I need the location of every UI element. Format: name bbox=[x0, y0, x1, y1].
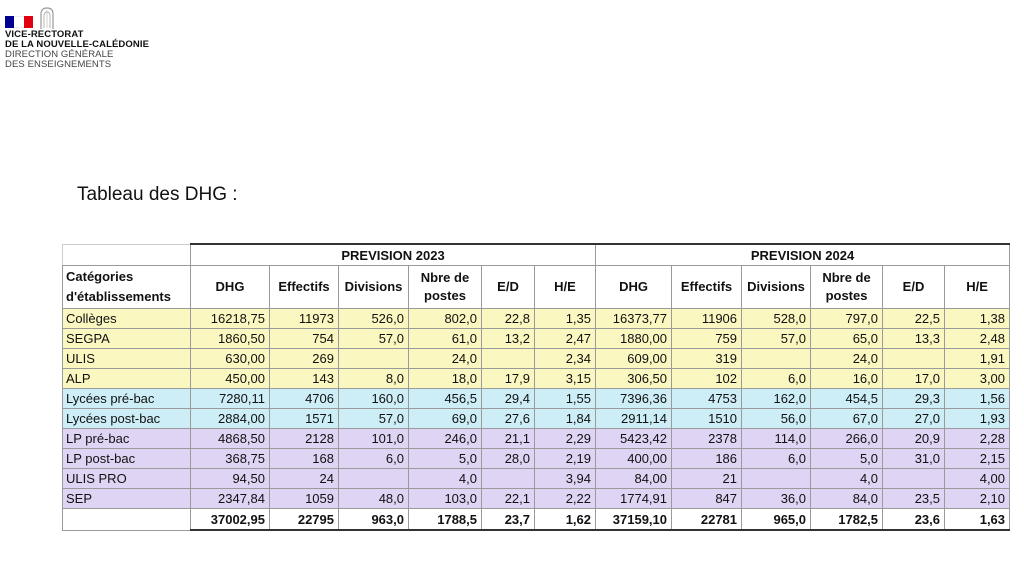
cell-effectifs-2023: 11973 bbox=[270, 309, 339, 329]
col-label-line2: postes bbox=[825, 288, 868, 303]
cell-dhg-2023: 2347,84 bbox=[191, 489, 270, 509]
cell-effectifs-2024: 21 bbox=[672, 469, 742, 489]
cell-divisions-2024: 162,0 bbox=[742, 389, 811, 409]
total-postes-2024: 1782,5 bbox=[811, 509, 883, 531]
table-row bbox=[63, 449, 1010, 469]
cell-he-2023: 2,22 bbox=[535, 489, 596, 509]
cell-he-2024: 3,00 bbox=[945, 369, 1010, 389]
col-postes-2023 bbox=[409, 266, 482, 309]
col-divisions-2023 bbox=[339, 266, 409, 309]
cell-dhg-2023: 368,75 bbox=[191, 449, 270, 469]
cell-dhg-2023: 2884,00 bbox=[191, 409, 270, 429]
cell-dhg-2023: 4868,50 bbox=[191, 429, 270, 449]
col-he-2024 bbox=[945, 266, 1010, 309]
cell-postes-2023: 4,0 bbox=[409, 469, 482, 489]
total-row bbox=[63, 509, 1010, 531]
cell-divisions-2024: 56,0 bbox=[742, 409, 811, 429]
prevision-2023-header: PREVISION 2023 bbox=[191, 244, 596, 266]
cell-ed-2023: 22,1 bbox=[482, 489, 535, 509]
cell-effectifs-2024: 319 bbox=[672, 349, 742, 369]
cell-ed-2023: 28,0 bbox=[482, 449, 535, 469]
table-row bbox=[63, 329, 1010, 349]
table-row bbox=[63, 409, 1010, 429]
col-dhg-2023 bbox=[191, 266, 270, 309]
cell-ed-2024: 29,3 bbox=[883, 389, 945, 409]
total-effectifs-2024: 22781 bbox=[672, 509, 742, 531]
col-label: Effectifs bbox=[680, 279, 733, 294]
cell-divisions-2024: 57,0 bbox=[742, 329, 811, 349]
page-title: Tableau des DHG : bbox=[77, 184, 238, 205]
row-category-label: LP post-bac bbox=[63, 449, 191, 469]
col-dhg-2024 bbox=[596, 266, 672, 309]
col-postes-2024 bbox=[811, 266, 883, 309]
cell-dhg-2023: 450,00 bbox=[191, 369, 270, 389]
cell-ed-2024 bbox=[883, 349, 945, 369]
prevision-2024-header: PREVISION 2024 bbox=[596, 244, 1010, 266]
row-category-label: Lycées pré-bac bbox=[63, 389, 191, 409]
cell-he-2024: 2,28 bbox=[945, 429, 1010, 449]
row-category-label: Collèges bbox=[63, 309, 191, 329]
cell-postes-2024: 84,0 bbox=[811, 489, 883, 509]
col-effectifs-2023 bbox=[270, 266, 339, 309]
row-category-label: Lycées post-bac bbox=[63, 409, 191, 429]
marianne-icon bbox=[36, 6, 58, 30]
cell-divisions-2023: 160,0 bbox=[339, 389, 409, 409]
cell-postes-2024: 797,0 bbox=[811, 309, 883, 329]
cell-postes-2024: 4,0 bbox=[811, 469, 883, 489]
cell-he-2024: 1,93 bbox=[945, 409, 1010, 429]
total-ed-2024: 23,6 bbox=[883, 509, 945, 531]
col-label: E/D bbox=[902, 279, 925, 294]
total-divisions-2024: 965,0 bbox=[742, 509, 811, 531]
cell-ed-2024: 22,5 bbox=[883, 309, 945, 329]
table-row bbox=[63, 469, 1010, 489]
cell-effectifs-2023: 269 bbox=[270, 349, 339, 369]
org-line-2: DE LA NOUVELLE-CALÉDONIE bbox=[5, 39, 150, 50]
row-category-label: ULIS bbox=[63, 349, 191, 369]
total-postes-2023: 1788,5 bbox=[409, 509, 482, 531]
group-header-row bbox=[63, 244, 1010, 266]
col-ed-2024 bbox=[883, 266, 945, 309]
col-he-2023 bbox=[535, 266, 596, 309]
cell-effectifs-2024: 186 bbox=[672, 449, 742, 469]
table-row bbox=[63, 429, 1010, 449]
cell-divisions-2024: 36,0 bbox=[742, 489, 811, 509]
cell-divisions-2024: 114,0 bbox=[742, 429, 811, 449]
cell-ed-2023: 13,2 bbox=[482, 329, 535, 349]
cell-he-2023: 3,94 bbox=[535, 469, 596, 489]
col-label: Divisions bbox=[344, 279, 403, 294]
cell-postes-2023: 18,0 bbox=[409, 369, 482, 389]
cell-he-2023: 2,19 bbox=[535, 449, 596, 469]
cell-ed-2024 bbox=[883, 469, 945, 489]
cell-dhg-2024: 1880,00 bbox=[596, 329, 672, 349]
category-header bbox=[63, 266, 191, 309]
cell-postes-2023: 456,5 bbox=[409, 389, 482, 409]
cell-he-2023: 2,47 bbox=[535, 329, 596, 349]
cell-effectifs-2023: 4706 bbox=[270, 389, 339, 409]
cell-dhg-2024: 84,00 bbox=[596, 469, 672, 489]
cell-dhg-2024: 609,00 bbox=[596, 349, 672, 369]
cell-he-2023: 2,34 bbox=[535, 349, 596, 369]
cell-divisions-2024: 528,0 bbox=[742, 309, 811, 329]
table-row bbox=[63, 489, 1010, 509]
cell-dhg-2024: 2911,14 bbox=[596, 409, 672, 429]
cell-postes-2024: 16,0 bbox=[811, 369, 883, 389]
cell-effectifs-2023: 1059 bbox=[270, 489, 339, 509]
category-header-line2: d'établissements bbox=[66, 289, 171, 304]
column-header-row bbox=[63, 266, 1010, 309]
cell-dhg-2023: 7280,11 bbox=[191, 389, 270, 409]
empty-header-cell bbox=[63, 244, 191, 266]
cell-he-2024: 4,00 bbox=[945, 469, 1010, 489]
cell-dhg-2023: 1860,50 bbox=[191, 329, 270, 349]
cell-effectifs-2024: 1510 bbox=[672, 409, 742, 429]
cell-effectifs-2023: 754 bbox=[270, 329, 339, 349]
cell-postes-2024: 5,0 bbox=[811, 449, 883, 469]
cell-he-2024: 1,56 bbox=[945, 389, 1010, 409]
cell-divisions-2023: 6,0 bbox=[339, 449, 409, 469]
row-category-label: SEP bbox=[63, 489, 191, 509]
col-divisions-2024 bbox=[742, 266, 811, 309]
cell-postes-2023: 61,0 bbox=[409, 329, 482, 349]
cell-postes-2023: 69,0 bbox=[409, 409, 482, 429]
cell-postes-2023: 5,0 bbox=[409, 449, 482, 469]
col-ed-2023 bbox=[482, 266, 535, 309]
french-flag-icon bbox=[5, 16, 33, 28]
cell-divisions-2024: 6,0 bbox=[742, 369, 811, 389]
cell-ed-2023: 29,4 bbox=[482, 389, 535, 409]
cell-divisions-2023: 57,0 bbox=[339, 329, 409, 349]
cell-effectifs-2023: 1571 bbox=[270, 409, 339, 429]
cell-ed-2024: 17,0 bbox=[883, 369, 945, 389]
cell-dhg-2024: 7396,36 bbox=[596, 389, 672, 409]
col-label: H/E bbox=[966, 279, 988, 294]
col-label: DHG bbox=[215, 279, 245, 294]
cell-effectifs-2024: 2378 bbox=[672, 429, 742, 449]
total-dhg-2024: 37159,10 bbox=[596, 509, 672, 531]
cell-ed-2023: 21,1 bbox=[482, 429, 535, 449]
cell-divisions-2023 bbox=[339, 349, 409, 369]
cell-dhg-2024: 400,00 bbox=[596, 449, 672, 469]
cell-divisions-2023: 8,0 bbox=[339, 369, 409, 389]
cell-ed-2024: 31,0 bbox=[883, 449, 945, 469]
cell-postes-2023: 802,0 bbox=[409, 309, 482, 329]
cell-divisions-2023 bbox=[339, 469, 409, 489]
cell-postes-2024: 67,0 bbox=[811, 409, 883, 429]
row-category-label: ALP bbox=[63, 369, 191, 389]
total-ed-2023: 23,7 bbox=[482, 509, 535, 531]
cell-divisions-2024: 6,0 bbox=[742, 449, 811, 469]
row-category-label: LP pré-bac bbox=[63, 429, 191, 449]
row-category-label: ULIS PRO bbox=[63, 469, 191, 489]
col-label: H/E bbox=[554, 279, 576, 294]
cell-dhg-2023: 94,50 bbox=[191, 469, 270, 489]
col-label: E/D bbox=[497, 279, 519, 294]
cell-postes-2024: 266,0 bbox=[811, 429, 883, 449]
cell-he-2023: 1,35 bbox=[535, 309, 596, 329]
cell-dhg-2024: 16373,77 bbox=[596, 309, 672, 329]
cell-divisions-2023: 526,0 bbox=[339, 309, 409, 329]
col-label: Nbre de bbox=[420, 270, 470, 285]
cell-divisions-2023: 57,0 bbox=[339, 409, 409, 429]
cell-effectifs-2024: 4753 bbox=[672, 389, 742, 409]
cell-postes-2023: 24,0 bbox=[409, 349, 482, 369]
org-line-1: VICE-RECTORAT bbox=[5, 29, 84, 40]
col-label-line2: postes bbox=[424, 288, 466, 303]
cell-he-2024: 2,15 bbox=[945, 449, 1010, 469]
cell-dhg-2023: 630,00 bbox=[191, 349, 270, 369]
cell-postes-2024: 454,5 bbox=[811, 389, 883, 409]
cell-effectifs-2024: 11906 bbox=[672, 309, 742, 329]
cell-ed-2024: 27,0 bbox=[883, 409, 945, 429]
org-line-3: DIRECTION GÉNÉRALE bbox=[5, 49, 114, 60]
cell-ed-2024: 20,9 bbox=[883, 429, 945, 449]
cell-he-2023: 1,55 bbox=[535, 389, 596, 409]
category-header-line1: Catégories bbox=[66, 269, 134, 284]
cell-ed-2023: 22,8 bbox=[482, 309, 535, 329]
dhg-table bbox=[62, 243, 1010, 531]
col-label: Nbre de bbox=[822, 270, 871, 285]
cell-effectifs-2023: 2128 bbox=[270, 429, 339, 449]
cell-divisions-2024 bbox=[742, 349, 811, 369]
table-row bbox=[63, 309, 1010, 329]
cell-ed-2024: 23,5 bbox=[883, 489, 945, 509]
cell-dhg-2024: 1774,91 bbox=[596, 489, 672, 509]
cell-postes-2023: 103,0 bbox=[409, 489, 482, 509]
total-dhg-2023: 37002,95 bbox=[191, 509, 270, 531]
cell-effectifs-2023: 168 bbox=[270, 449, 339, 469]
cell-divisions-2023: 48,0 bbox=[339, 489, 409, 509]
total-he-2023: 1,62 bbox=[535, 509, 596, 531]
org-line-4: DES ENSEIGNEMENTS bbox=[5, 59, 112, 70]
cell-postes-2024: 24,0 bbox=[811, 349, 883, 369]
cell-effectifs-2023: 24 bbox=[270, 469, 339, 489]
col-label: DHG bbox=[619, 279, 648, 294]
cell-dhg-2023: 16218,75 bbox=[191, 309, 270, 329]
table-row bbox=[63, 349, 1010, 369]
cell-postes-2023: 246,0 bbox=[409, 429, 482, 449]
cell-he-2023: 3,15 bbox=[535, 369, 596, 389]
cell-he-2024: 2,10 bbox=[945, 489, 1010, 509]
cell-he-2024: 1,91 bbox=[945, 349, 1010, 369]
cell-ed-2023: 17,9 bbox=[482, 369, 535, 389]
row-category-label: SEGPA bbox=[63, 329, 191, 349]
cell-effectifs-2023: 143 bbox=[270, 369, 339, 389]
total-he-2024: 1,63 bbox=[945, 509, 1010, 531]
cell-postes-2024: 65,0 bbox=[811, 329, 883, 349]
cell-ed-2023 bbox=[482, 349, 535, 369]
cell-ed-2024: 13,3 bbox=[883, 329, 945, 349]
table-row bbox=[63, 369, 1010, 389]
total-label-empty bbox=[63, 509, 191, 531]
total-divisions-2023: 963,0 bbox=[339, 509, 409, 531]
col-label: Divisions bbox=[747, 279, 805, 294]
cell-effectifs-2024: 102 bbox=[672, 369, 742, 389]
cell-ed-2023 bbox=[482, 469, 535, 489]
cell-ed-2023: 27,6 bbox=[482, 409, 535, 429]
cell-he-2024: 1,38 bbox=[945, 309, 1010, 329]
cell-dhg-2024: 5423,42 bbox=[596, 429, 672, 449]
table-row bbox=[63, 389, 1010, 409]
cell-he-2024: 2,48 bbox=[945, 329, 1010, 349]
total-effectifs-2023: 22795 bbox=[270, 509, 339, 531]
cell-dhg-2024: 306,50 bbox=[596, 369, 672, 389]
cell-he-2023: 2,29 bbox=[535, 429, 596, 449]
col-label: Effectifs bbox=[278, 279, 330, 294]
cell-divisions-2023: 101,0 bbox=[339, 429, 409, 449]
cell-divisions-2024 bbox=[742, 469, 811, 489]
cell-effectifs-2024: 847 bbox=[672, 489, 742, 509]
cell-he-2023: 1,84 bbox=[535, 409, 596, 429]
col-effectifs-2024 bbox=[672, 266, 742, 309]
vice-rectorat-logo bbox=[5, 6, 205, 70]
cell-effectifs-2024: 759 bbox=[672, 329, 742, 349]
